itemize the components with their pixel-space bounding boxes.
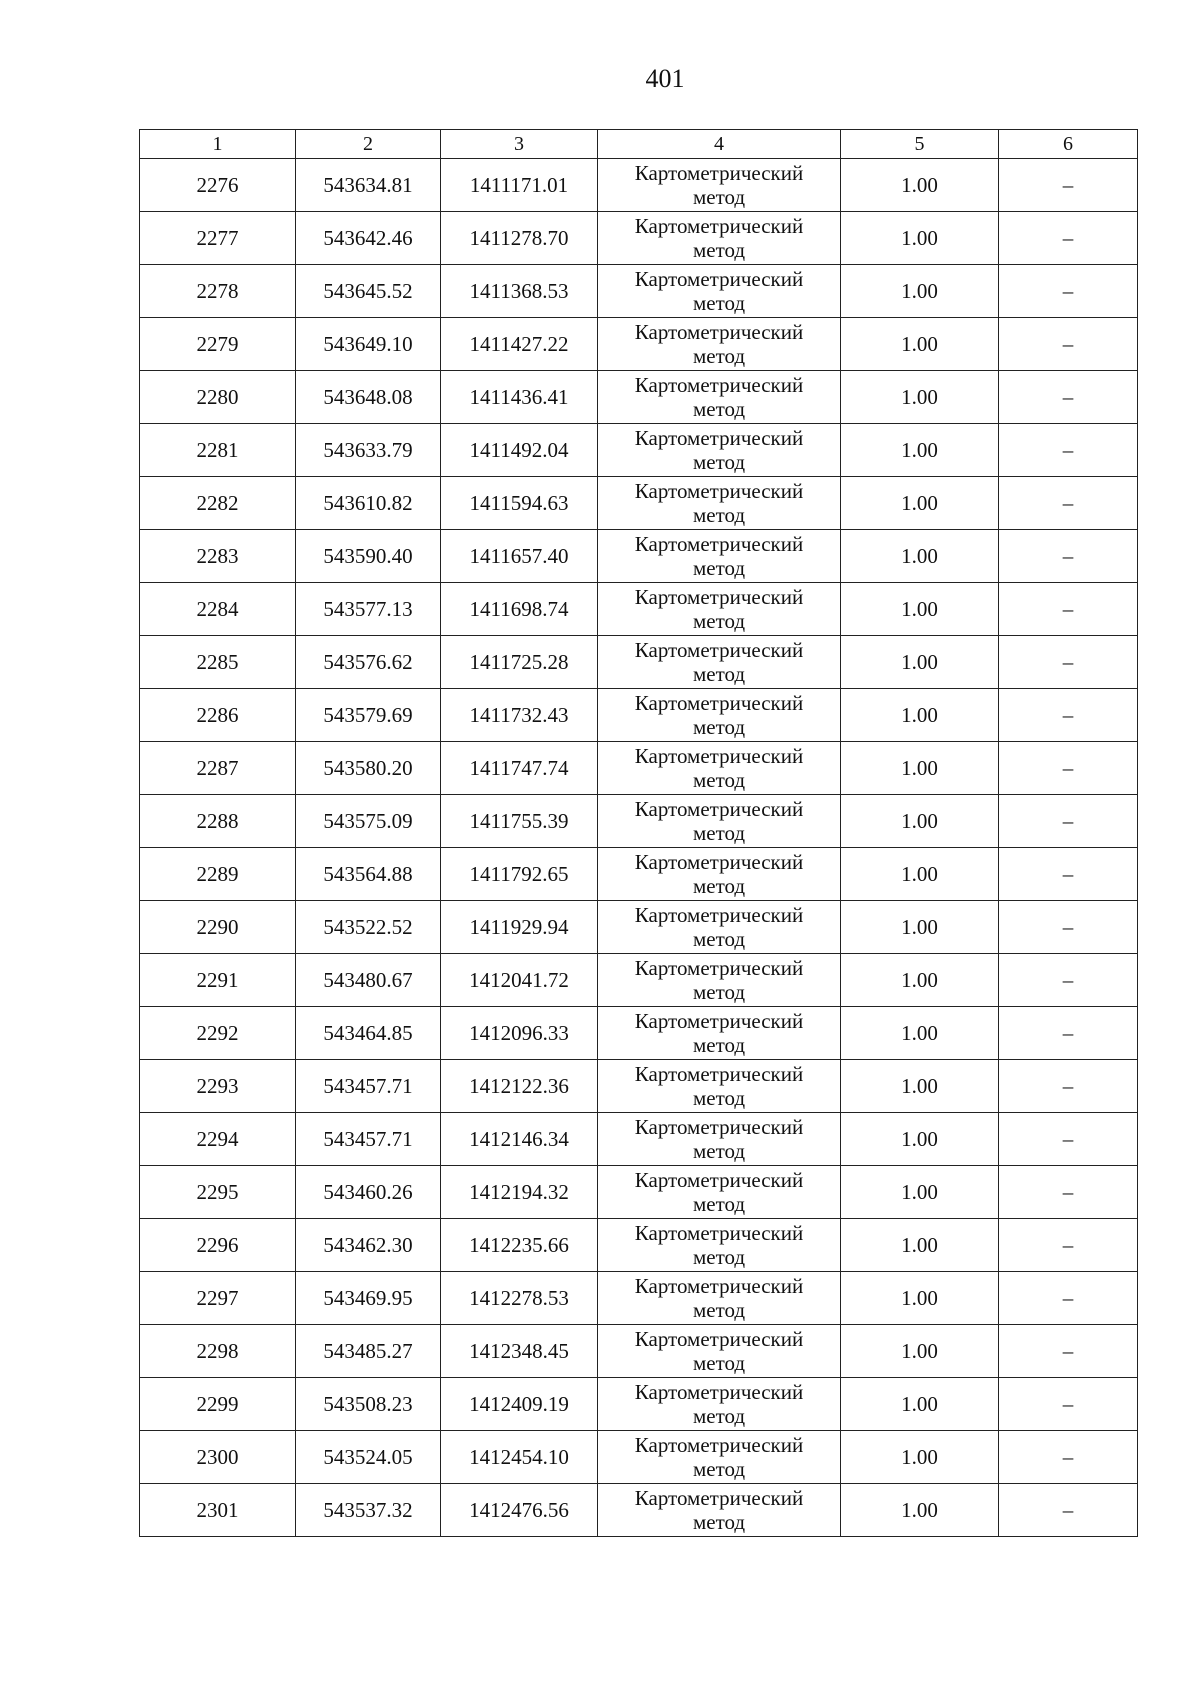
method-line-1: Картометрический (634, 1062, 804, 1086)
point-number-cell: 2300 (140, 1431, 296, 1484)
method-line-2: метод (692, 980, 746, 1004)
x-coordinate-cell: 543480.67 (296, 954, 441, 1007)
point-number-cell: 2283 (140, 530, 296, 583)
x-coordinate-cell: 543537.32 (296, 1484, 441, 1537)
column-header-5: 5 (841, 130, 999, 159)
precision-cell: 1.00 (841, 583, 999, 636)
method-line-2: метод (692, 238, 746, 262)
precision-cell: 1.00 (841, 689, 999, 742)
note-cell: – (999, 1060, 1138, 1113)
note-cell: – (999, 1484, 1138, 1537)
y-coordinate-cell: 1411732.43 (441, 689, 598, 742)
method-cell (598, 742, 841, 795)
x-coordinate-cell: 543564.88 (296, 848, 441, 901)
note-cell: – (999, 265, 1138, 318)
method-cell (598, 1378, 841, 1431)
method-line-1: Картометрический (634, 532, 804, 556)
column-header-3: 3 (441, 130, 598, 159)
point-number-cell: 2291 (140, 954, 296, 1007)
point-number-cell: 2276 (140, 159, 296, 212)
method-line-1: Картометрический (634, 903, 804, 927)
x-coordinate-cell: 543590.40 (296, 530, 441, 583)
point-number-cell: 2279 (140, 318, 296, 371)
method-line-1: Картометрический (634, 214, 804, 238)
y-coordinate-cell: 1412146.34 (441, 1113, 598, 1166)
point-number-cell: 2288 (140, 795, 296, 848)
point-number-cell: 2295 (140, 1166, 296, 1219)
point-number-cell: 2281 (140, 424, 296, 477)
method-cell (598, 954, 841, 1007)
method-line-1: Картометрический (634, 426, 804, 450)
y-coordinate-cell: 1412454.10 (441, 1431, 598, 1484)
y-coordinate-cell: 1412278.53 (441, 1272, 598, 1325)
method-line-2: метод (692, 821, 746, 845)
precision-cell: 1.00 (841, 212, 999, 265)
method-line-1: Картометрический (634, 638, 804, 662)
x-coordinate-cell: 543633.79 (296, 424, 441, 477)
method-line-2: метод (692, 662, 746, 686)
precision-cell: 1.00 (841, 795, 999, 848)
method-cell (598, 1060, 841, 1113)
x-coordinate-cell: 543457.71 (296, 1060, 441, 1113)
method-cell (598, 636, 841, 689)
column-header-6: 6 (999, 130, 1138, 159)
point-number-cell: 2292 (140, 1007, 296, 1060)
precision-cell: 1.00 (841, 636, 999, 689)
x-coordinate-cell: 543457.71 (296, 1113, 441, 1166)
precision-cell: 1.00 (841, 1378, 999, 1431)
table-row (140, 265, 1138, 318)
precision-cell: 1.00 (841, 1166, 999, 1219)
method-cell (598, 318, 841, 371)
point-number-cell: 2278 (140, 265, 296, 318)
y-coordinate-cell: 1412476.56 (441, 1484, 598, 1537)
x-coordinate-cell: 543524.05 (296, 1431, 441, 1484)
table-row (140, 212, 1138, 265)
precision-cell: 1.00 (841, 1113, 999, 1166)
table-row (140, 636, 1138, 689)
method-line-1: Картометрический (634, 1274, 804, 1298)
table-row (140, 1431, 1138, 1484)
method-cell (598, 1272, 841, 1325)
point-number-cell: 2280 (140, 371, 296, 424)
page-number: 401 (645, 64, 685, 93)
y-coordinate-cell: 1411171.01 (441, 159, 598, 212)
y-coordinate-cell: 1411755.39 (441, 795, 598, 848)
column-header-4: 4 (598, 130, 841, 159)
table-row (140, 901, 1138, 954)
y-coordinate-cell: 1411747.74 (441, 742, 598, 795)
y-coordinate-cell: 1411657.40 (441, 530, 598, 583)
method-cell (598, 530, 841, 583)
precision-cell: 1.00 (841, 1060, 999, 1113)
header-row (140, 130, 1138, 159)
method-line-2: метод (692, 1404, 746, 1428)
method-cell (598, 848, 841, 901)
column-header-2: 2 (296, 130, 441, 159)
x-coordinate-cell: 543508.23 (296, 1378, 441, 1431)
y-coordinate-cell: 1411368.53 (441, 265, 598, 318)
method-line-2: метод (692, 1298, 746, 1322)
method-cell (598, 1166, 841, 1219)
y-coordinate-cell: 1412409.19 (441, 1378, 598, 1431)
method-line-1: Картометрический (634, 1327, 804, 1351)
x-coordinate-cell: 543648.08 (296, 371, 441, 424)
method-line-1: Картометрический (634, 1380, 804, 1404)
note-cell: – (999, 1166, 1138, 1219)
y-coordinate-cell: 1412096.33 (441, 1007, 598, 1060)
x-coordinate-cell: 543642.46 (296, 212, 441, 265)
note-cell: – (999, 318, 1138, 371)
method-line-2: метод (692, 291, 746, 315)
note-cell: – (999, 1378, 1138, 1431)
method-line-2: метод (692, 1086, 746, 1110)
table-row (140, 848, 1138, 901)
precision-cell: 1.00 (841, 742, 999, 795)
method-line-2: метод (692, 874, 746, 898)
x-coordinate-cell: 543464.85 (296, 1007, 441, 1060)
y-coordinate-cell: 1412122.36 (441, 1060, 598, 1113)
method-cell (598, 1484, 841, 1537)
y-coordinate-cell: 1411492.04 (441, 424, 598, 477)
note-cell: – (999, 477, 1138, 530)
method-line-1: Картометрический (634, 956, 804, 980)
method-cell (598, 265, 841, 318)
note-cell: – (999, 1431, 1138, 1484)
method-cell (598, 795, 841, 848)
table-row (140, 159, 1138, 212)
method-line-1: Картометрический (634, 850, 804, 874)
method-cell (598, 1431, 841, 1484)
y-coordinate-cell: 1411929.94 (441, 901, 598, 954)
method-line-2: метод (692, 1192, 746, 1216)
point-number-cell: 2287 (140, 742, 296, 795)
method-cell (598, 1113, 841, 1166)
precision-cell: 1.00 (841, 424, 999, 477)
method-cell (598, 1219, 841, 1272)
method-line-2: метод (692, 450, 746, 474)
precision-cell: 1.00 (841, 1431, 999, 1484)
method-line-1: Картометрический (634, 161, 804, 185)
method-cell (598, 159, 841, 212)
y-coordinate-cell: 1411427.22 (441, 318, 598, 371)
x-coordinate-cell: 543575.09 (296, 795, 441, 848)
method-line-1: Картометрический (634, 479, 804, 503)
method-cell (598, 583, 841, 636)
method-line-2: метод (692, 927, 746, 951)
precision-cell: 1.00 (841, 1325, 999, 1378)
method-line-2: метод (692, 1510, 746, 1534)
method-cell (598, 477, 841, 530)
note-cell: – (999, 742, 1138, 795)
point-number-cell: 2299 (140, 1378, 296, 1431)
point-number-cell: 2284 (140, 583, 296, 636)
method-line-1: Картометрический (634, 1433, 804, 1457)
note-cell: – (999, 795, 1138, 848)
note-cell: – (999, 159, 1138, 212)
x-coordinate-cell: 543462.30 (296, 1219, 441, 1272)
method-line-1: Картометрический (634, 744, 804, 768)
y-coordinate-cell: 1411725.28 (441, 636, 598, 689)
method-line-2: метод (692, 1245, 746, 1269)
table-body (140, 159, 1138, 1537)
point-number-cell: 2285 (140, 636, 296, 689)
note-cell: – (999, 1219, 1138, 1272)
note-cell: – (999, 424, 1138, 477)
precision-cell: 1.00 (841, 848, 999, 901)
y-coordinate-cell: 1412348.45 (441, 1325, 598, 1378)
method-line-2: метод (692, 609, 746, 633)
y-coordinate-cell: 1411594.63 (441, 477, 598, 530)
point-number-cell: 2293 (140, 1060, 296, 1113)
method-cell (598, 1007, 841, 1060)
x-coordinate-cell: 543580.20 (296, 742, 441, 795)
precision-cell: 1.00 (841, 1272, 999, 1325)
method-line-2: метод (692, 1457, 746, 1481)
table-row (140, 1325, 1138, 1378)
note-cell: – (999, 848, 1138, 901)
note-cell: – (999, 212, 1138, 265)
method-cell (598, 1325, 841, 1378)
x-coordinate-cell: 543460.26 (296, 1166, 441, 1219)
table-row (140, 795, 1138, 848)
table-row (140, 1060, 1138, 1113)
x-coordinate-cell: 543576.62 (296, 636, 441, 689)
table-row (140, 1484, 1138, 1537)
precision-cell: 1.00 (841, 1007, 999, 1060)
point-number-cell: 2297 (140, 1272, 296, 1325)
x-coordinate-cell: 543577.13 (296, 583, 441, 636)
table-row (140, 689, 1138, 742)
note-cell: – (999, 1113, 1138, 1166)
y-coordinate-cell: 1412041.72 (441, 954, 598, 1007)
y-coordinate-cell: 1411278.70 (441, 212, 598, 265)
x-coordinate-cell: 543522.52 (296, 901, 441, 954)
method-line-1: Картометрический (634, 1168, 804, 1192)
method-line-2: метод (692, 503, 746, 527)
table-row (140, 583, 1138, 636)
method-line-1: Картометрический (634, 373, 804, 397)
method-line-1: Картометрический (634, 1221, 804, 1245)
x-coordinate-cell: 543579.69 (296, 689, 441, 742)
precision-cell: 1.00 (841, 1484, 999, 1537)
table-row (140, 1166, 1138, 1219)
method-line-1: Картометрический (634, 797, 804, 821)
method-line-2: метод (692, 1139, 746, 1163)
note-cell: – (999, 583, 1138, 636)
table-row (140, 1007, 1138, 1060)
precision-cell: 1.00 (841, 159, 999, 212)
note-cell: – (999, 530, 1138, 583)
table-row (140, 424, 1138, 477)
precision-cell: 1.00 (841, 371, 999, 424)
method-cell (598, 689, 841, 742)
precision-cell: 1.00 (841, 318, 999, 371)
table-row (140, 1272, 1138, 1325)
method-line-1: Картометрический (634, 320, 804, 344)
method-line-1: Картометрический (634, 267, 804, 291)
point-number-cell: 2301 (140, 1484, 296, 1537)
table-row (140, 954, 1138, 1007)
note-cell: – (999, 371, 1138, 424)
note-cell: – (999, 636, 1138, 689)
precision-cell: 1.00 (841, 477, 999, 530)
point-number-cell: 2277 (140, 212, 296, 265)
y-coordinate-cell: 1411792.65 (441, 848, 598, 901)
method-line-2: метод (692, 1033, 746, 1057)
precision-cell: 1.00 (841, 265, 999, 318)
method-line-2: метод (692, 556, 746, 580)
point-number-cell: 2296 (140, 1219, 296, 1272)
precision-cell: 1.00 (841, 901, 999, 954)
point-number-cell: 2282 (140, 477, 296, 530)
note-cell: – (999, 689, 1138, 742)
table-row (140, 1219, 1138, 1272)
x-coordinate-cell: 543634.81 (296, 159, 441, 212)
method-cell (598, 371, 841, 424)
method-line-1: Картометрический (634, 1115, 804, 1139)
note-cell: – (999, 1272, 1138, 1325)
coordinates-table (139, 129, 1138, 1537)
table-row (140, 1378, 1138, 1431)
note-cell: – (999, 954, 1138, 1007)
x-coordinate-cell: 543469.95 (296, 1272, 441, 1325)
method-line-2: метод (692, 715, 746, 739)
table-row (140, 1113, 1138, 1166)
table-row (140, 477, 1138, 530)
point-number-cell: 2298 (140, 1325, 296, 1378)
x-coordinate-cell: 543645.52 (296, 265, 441, 318)
point-number-cell: 2290 (140, 901, 296, 954)
y-coordinate-cell: 1411698.74 (441, 583, 598, 636)
column-header-1: 1 (140, 130, 296, 159)
precision-cell: 1.00 (841, 530, 999, 583)
method-line-1: Картометрический (634, 1009, 804, 1033)
method-line-1: Картометрический (634, 691, 804, 715)
point-number-cell: 2286 (140, 689, 296, 742)
method-line-2: метод (692, 344, 746, 368)
x-coordinate-cell: 543649.10 (296, 318, 441, 371)
method-line-2: метод (692, 185, 746, 209)
table-row (140, 742, 1138, 795)
method-cell (598, 212, 841, 265)
precision-cell: 1.00 (841, 954, 999, 1007)
table-row (140, 318, 1138, 371)
y-coordinate-cell: 1412194.32 (441, 1166, 598, 1219)
method-line-1: Картометрический (634, 1486, 804, 1510)
method-cell (598, 901, 841, 954)
method-line-2: метод (692, 397, 746, 421)
precision-cell: 1.00 (841, 1219, 999, 1272)
point-number-cell: 2289 (140, 848, 296, 901)
x-coordinate-cell: 543485.27 (296, 1325, 441, 1378)
table-row (140, 530, 1138, 583)
method-cell (598, 424, 841, 477)
note-cell: – (999, 901, 1138, 954)
point-number-cell: 2294 (140, 1113, 296, 1166)
x-coordinate-cell: 543610.82 (296, 477, 441, 530)
method-line-2: метод (692, 768, 746, 792)
y-coordinate-cell: 1411436.41 (441, 371, 598, 424)
y-coordinate-cell: 1412235.66 (441, 1219, 598, 1272)
table-row (140, 371, 1138, 424)
note-cell: – (999, 1325, 1138, 1378)
table-header (140, 130, 1138, 159)
note-cell: – (999, 1007, 1138, 1060)
method-line-1: Картометрический (634, 585, 804, 609)
method-line-2: метод (692, 1351, 746, 1375)
